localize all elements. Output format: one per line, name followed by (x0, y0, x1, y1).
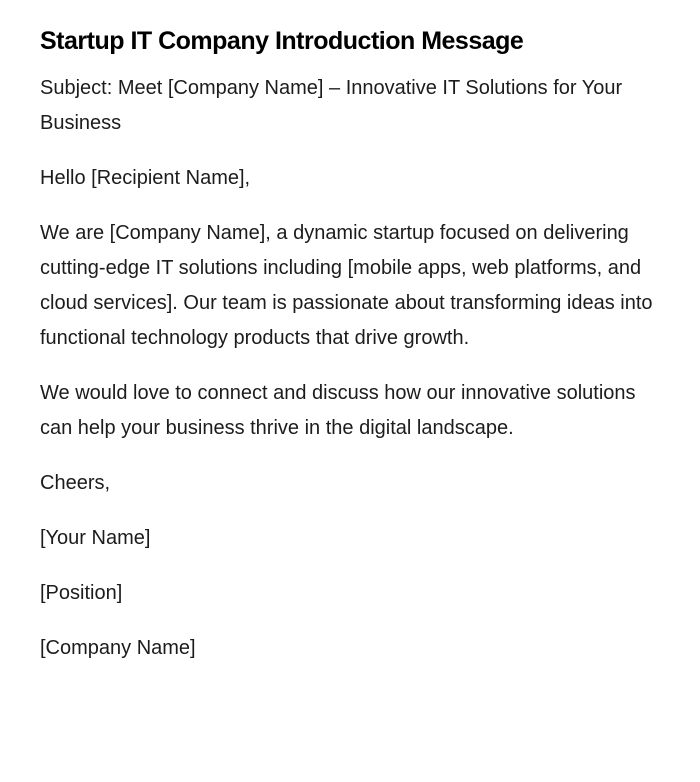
email-body-paragraph-1: We are [Company Name], a dynamic startup focused on delivering cutting-edge IT solutions including [mobile apps, web platforms, and cloud services]. Our team is passionate about transforming ideas into functional technology products that drive growth. (40, 222, 653, 349)
email-body-paragraph-2: We would love to connect and discuss how our innovative solutions can help your business thrive in the digital landscape. (40, 382, 636, 439)
email-subject: Subject: Meet [Company Name] – Innovative IT Solutions for Your Business (40, 77, 623, 134)
email-greeting: Hello [Recipient Name], (40, 167, 251, 189)
email-closing: Cheers, (40, 472, 111, 494)
signature-position: [Position] (40, 582, 123, 604)
signature-name: [Your Name] (40, 527, 151, 549)
signature-company: [Company Name] (40, 637, 196, 659)
document-title: Startup IT Company Introduction Message (40, 27, 524, 55)
